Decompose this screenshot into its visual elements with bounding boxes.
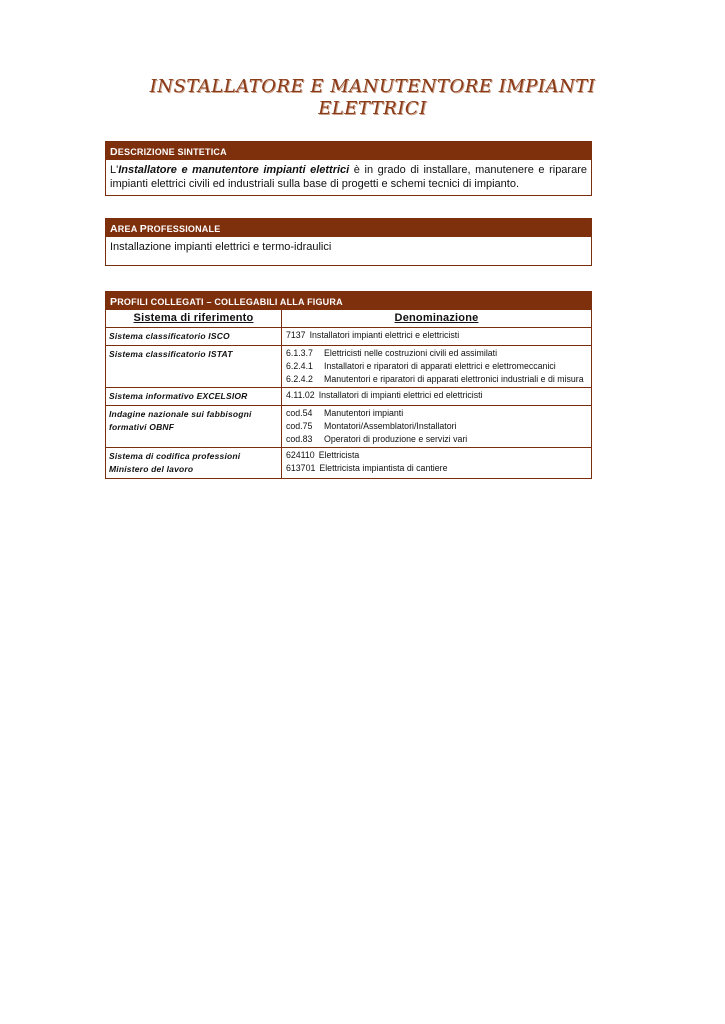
list-item — [286, 347, 587, 360]
col-header-sistema: Sistema di riferimento — [106, 310, 282, 328]
entry-text: Operatori di produzione e servizi vari — [324, 434, 468, 444]
entry-code: 613701 — [286, 463, 316, 473]
area-text: Installazione impianti elettrici e termo-idraulici — [110, 241, 332, 253]
area-header-text-1: REA — [117, 224, 140, 234]
entry-code: 624110 — [286, 450, 315, 460]
entry-text: Elettricista impiantista di cantiere — [319, 463, 448, 473]
list-item — [286, 407, 587, 420]
entry-code: cod.54 — [286, 408, 313, 418]
entry-text: Manutentori e riparatori di apparati elettronici industriali e di misura — [324, 374, 584, 384]
entry-text: Installatori impianti elettrici e elettricisti — [309, 330, 460, 340]
table-row — [106, 328, 591, 346]
profili-header-text: ROFILI COLLEGATI – COLLEGABILI ALLA FIGURA — [117, 297, 343, 307]
entry-code: cod.75 — [286, 421, 313, 431]
entry-code: 6.1.3.7 — [286, 348, 313, 358]
list-item — [286, 329, 587, 342]
descrizione-header-text: ESCRIZIONE SINTETICA — [117, 147, 227, 157]
list-item — [286, 373, 587, 386]
table-row — [106, 448, 591, 479]
entry-text: Installatori e riparatori di apparati elettrici e elettromeccanici — [324, 361, 556, 371]
table-row — [106, 388, 591, 406]
list-item — [286, 420, 587, 433]
profili-header — [106, 292, 591, 310]
profili-box — [105, 291, 592, 479]
entry-code: 6.2.4.1 — [286, 361, 313, 371]
list-item — [286, 433, 587, 446]
entry-code: 4.11.02 — [286, 390, 315, 400]
title-line-1: INSTALLATORE E MANUTENTORE IMPIANTI — [149, 76, 596, 97]
entry-text: Elettricisti nelle costruzioni civili ed assimilati — [324, 348, 498, 358]
entry-code: cod.83 — [286, 434, 313, 444]
list-item — [286, 462, 587, 475]
entry-code: 7137 — [286, 330, 306, 340]
system-name: Indagine nazionale sui fabbisogni formativi OBNF — [109, 409, 252, 432]
entry-text: Elettricista — [318, 450, 360, 460]
profili-table — [106, 310, 591, 478]
descrizione-prefix: L' — [110, 164, 119, 176]
page-title — [0, 76, 725, 120]
system-name: Sistema informativo EXCELSIOR — [109, 391, 248, 401]
area-header-text-2: ROFESSIONALE — [146, 224, 221, 234]
area-box — [105, 218, 592, 266]
area-header-cap-2: P — [139, 223, 147, 235]
system-name: Sistema di codifica professioni Ministero del lavoro — [109, 451, 241, 474]
system-name: Sistema classificatorio ISCO — [109, 331, 230, 341]
title-line-2: ELETTRICI — [318, 98, 427, 119]
profili-header-cap: P — [110, 296, 118, 308]
entry-text: Manutentori impianti — [324, 408, 404, 418]
table-row — [106, 346, 591, 388]
area-header — [106, 219, 591, 237]
table-row — [106, 406, 591, 448]
descrizione-text — [106, 160, 591, 195]
list-item — [286, 389, 587, 402]
area-header-cap: A — [110, 223, 118, 235]
descrizione-figure-name: Installatore e manutentore impianti elettrici — [118, 164, 350, 176]
descrizione-header-cap: D — [110, 146, 118, 158]
list-item — [286, 449, 587, 462]
entry-code: 6.2.4.2 — [286, 374, 313, 384]
descrizione-box — [105, 141, 592, 196]
col-header-denominazione: Denominazione — [394, 312, 479, 324]
system-name: Sistema classificatorio ISTAT — [109, 349, 233, 359]
descrizione-rest: è in grado di installare, manutenere e riparare impianti elettrici civili ed industriali sulla base di progetti e schemi tecnici di impianto. — [110, 164, 587, 190]
list-item — [286, 360, 587, 373]
descrizione-header — [106, 142, 591, 160]
entry-text: Installatori di impianti elettrici ed elettricisti — [318, 390, 483, 400]
entry-text: Montatori/Assemblatori/Installatori — [324, 421, 457, 431]
